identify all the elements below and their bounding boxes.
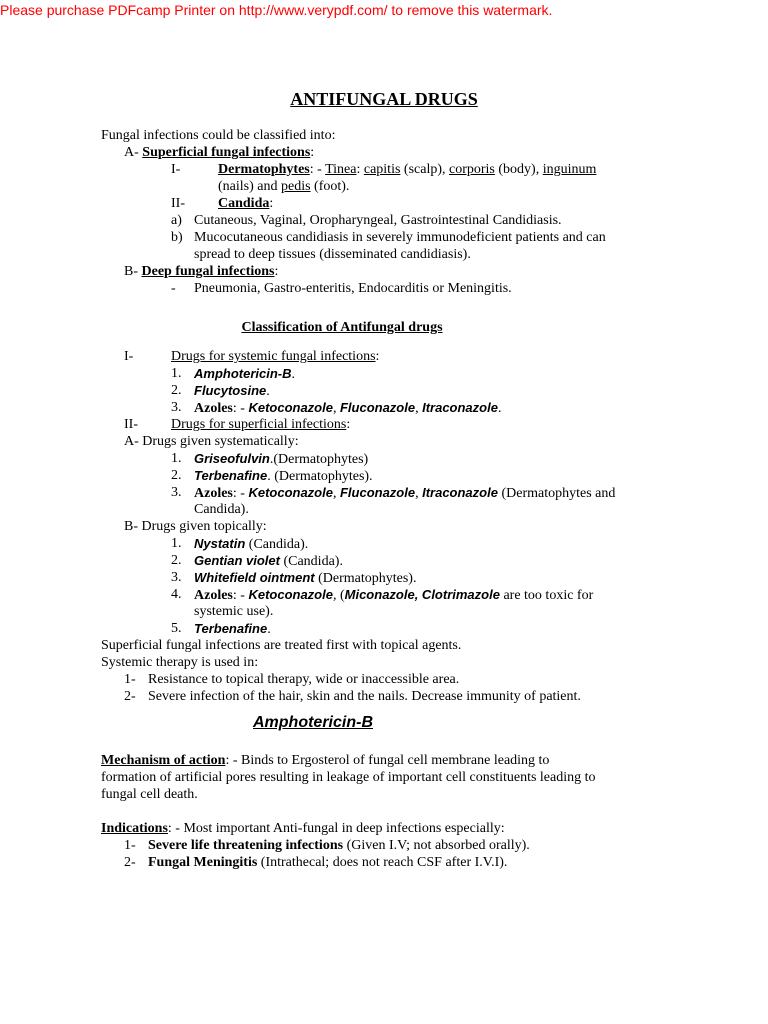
- amphotericin-heading: Amphotericin-B: [253, 714, 373, 731]
- drug-item: [194, 365, 295, 383]
- dermatophytes-line-2: [218, 178, 349, 195]
- list-item: [148, 854, 507, 871]
- drug-name: Nystatin: [194, 536, 246, 551]
- candida-heading: [218, 195, 273, 212]
- drug-name: Flucytosine: [194, 383, 267, 398]
- list-marker: II-: [171, 196, 185, 211]
- systemic-heading: [171, 348, 379, 365]
- text: (scalp),: [400, 162, 449, 177]
- punct: :: [375, 349, 380, 364]
- text: (nails) and: [218, 179, 281, 194]
- text: (Candida).: [279, 554, 343, 569]
- drug-name: Fluconazole: [339, 485, 416, 500]
- list-marker: 4.: [171, 587, 182, 602]
- candida-b-text: Mucocutaneous candidiasis in severely immunodeficient patients and can: [194, 230, 606, 245]
- drug-item-line-2: Candida).: [194, 502, 249, 517]
- drug-name: Itraconazole: [422, 400, 498, 415]
- list-marker: b): [171, 230, 183, 245]
- list-marker: 3.: [171, 400, 182, 415]
- class-name: Azoles: [194, 486, 233, 501]
- drug-name: Ketoconazole: [248, 400, 333, 415]
- drug-name: Gentian violet: [194, 553, 280, 568]
- indications-line: [101, 820, 505, 837]
- term: capitis: [363, 162, 401, 177]
- punct: :: [274, 264, 279, 279]
- deep-row: [124, 263, 278, 280]
- label: Indications: [101, 821, 168, 836]
- list-marker: 3.: [171, 485, 182, 500]
- text: (body),: [494, 162, 543, 177]
- drug-item: [194, 382, 270, 400]
- page-title: ANTIFUNGAL DRUGS: [290, 89, 478, 109]
- drug-name: Ketoconazole: [248, 587, 333, 602]
- paragraph: Superficial fungal infections are treated first with topical agents.: [101, 638, 462, 653]
- drug-name: Whitefield ointment: [194, 570, 315, 585]
- term: Candida: [218, 196, 270, 211]
- drug-item: [194, 535, 308, 553]
- list-marker: 2-: [124, 689, 136, 704]
- list-marker: 2-: [124, 855, 136, 870]
- drug-name: Miconazole, Clotrimazole: [344, 587, 500, 602]
- term: Dermatophytes: [218, 162, 310, 177]
- superficial-row: [124, 144, 314, 161]
- punct: : -: [309, 162, 326, 177]
- list-marker: 1-: [124, 672, 136, 687]
- class-name: Azoles: [194, 401, 233, 416]
- drug-item: [194, 586, 593, 604]
- class-name: Azoles: [194, 588, 233, 603]
- text: : - Binds to Ergosterol of fungal cell membrane leading to: [225, 753, 550, 768]
- subsection-heading: Drugs for systemic fungal infections: [171, 349, 376, 364]
- watermark: Please purchase PDFcamp Printer on http://www.verypdf.com/ to remove this watermark.: [0, 2, 553, 18]
- drug-item: [194, 484, 615, 502]
- label: Mechanism of action: [101, 753, 226, 768]
- label: Drugs given topically:: [141, 519, 267, 534]
- superficial-drugs-heading: [171, 416, 350, 433]
- drug-name: Amphotericin-B: [194, 366, 292, 381]
- drug-item: [194, 450, 368, 468]
- emphasis: Severe life threatening infections: [148, 838, 344, 853]
- text: (Intrathecal; does not reach CSF after I.V.I).: [257, 855, 508, 870]
- list-marker: B-: [124, 264, 138, 279]
- list-marker: 5.: [171, 621, 182, 636]
- list-marker: II-: [124, 417, 138, 432]
- term: pedis: [280, 179, 311, 194]
- list-marker: I-: [124, 349, 134, 364]
- punct: , (: [332, 588, 345, 603]
- list-marker: I-: [171, 162, 181, 177]
- paragraph: Systemic therapy is used in:: [101, 655, 259, 670]
- list-marker: -: [171, 281, 176, 296]
- punct: :: [346, 417, 351, 432]
- list-marker: 1-: [124, 838, 136, 853]
- drug-item-line-2: systemic use).: [194, 604, 274, 619]
- punct: ,: [415, 486, 423, 501]
- section-heading: Deep fungal infections: [141, 264, 275, 279]
- drug-name: Ketoconazole: [248, 485, 333, 500]
- list-marker: 2.: [171, 553, 182, 568]
- punct: : -: [232, 486, 249, 501]
- candida-b-text-2: spread to deep tissues (disseminated candidiasis).: [194, 247, 471, 262]
- systematic-label: [124, 433, 299, 450]
- list-item: [148, 837, 530, 854]
- punct: ,: [415, 401, 423, 416]
- dermatophytes-line: [218, 161, 596, 178]
- drug-item: [194, 569, 416, 587]
- text: : - Most important Anti-fungal in deep infections especially:: [167, 821, 505, 836]
- intro-text: Fungal infections could be classified into:: [101, 128, 336, 143]
- text: (Candida).: [245, 537, 309, 552]
- label: Drugs given systematically:: [142, 434, 299, 449]
- drug-name: Itraconazole: [422, 485, 498, 500]
- drug-name: Fluconazole: [339, 400, 416, 415]
- text: .(Dermatophytes): [269, 452, 369, 467]
- drug-name: Griseofulvin: [194, 451, 270, 466]
- punct: ,: [332, 486, 340, 501]
- drug-item: [194, 552, 343, 570]
- punct: : -: [232, 588, 249, 603]
- list-item: Severe infection of the hair, skin and the nails. Decrease immunity of patient.: [148, 689, 581, 704]
- text: are too toxic for: [499, 588, 594, 603]
- punct: :: [356, 162, 364, 177]
- section-heading: Superficial fungal infections: [142, 145, 311, 160]
- term: corporis: [449, 162, 495, 177]
- list-marker: a): [171, 213, 182, 228]
- drug-name: Terbenafine: [194, 468, 268, 483]
- list-marker: 3.: [171, 570, 182, 585]
- subsection-heading: Drugs for superficial infections: [171, 417, 347, 432]
- text: . (Dermatophytes).: [267, 469, 373, 484]
- drug-item: [194, 399, 501, 417]
- topical-label: [124, 518, 267, 535]
- text: (foot).: [310, 179, 350, 194]
- mechanism-line-3: fungal cell death.: [101, 787, 198, 802]
- term: inguinum: [542, 162, 597, 177]
- text: (Dermatophytes).: [314, 571, 417, 586]
- candida-a-text: Cutaneous, Vaginal, Oropharyngeal, Gastrointestinal Candidiasis.: [194, 213, 562, 228]
- punct: : -: [232, 401, 249, 416]
- emphasis: Fungal Meningitis: [148, 855, 258, 870]
- list-marker: A-: [124, 145, 139, 160]
- punct: .: [266, 384, 270, 399]
- list-marker: B-: [124, 519, 138, 534]
- list-item: Resistance to topical therapy, wide or inaccessible area.: [148, 672, 460, 687]
- punct: .: [291, 367, 295, 382]
- text: (Dermatophytes and: [497, 486, 616, 501]
- mechanism-line-2: formation of artificial pores resulting in leakage of important cell constituents leading to: [101, 770, 596, 785]
- list-marker: A-: [124, 434, 139, 449]
- mechanism-line-1: [101, 752, 549, 769]
- punct: ,: [332, 401, 340, 416]
- drug-name: Terbenafine: [194, 621, 268, 636]
- punct: :: [269, 196, 274, 211]
- classification-heading: Classification of Antifungal drugs: [241, 320, 443, 335]
- drug-item: [194, 620, 271, 638]
- term: Tinea: [325, 162, 357, 177]
- punct: .: [267, 622, 271, 637]
- list-marker: 1.: [171, 536, 182, 551]
- deep-text: Pneumonia, Gastro-enteritis, Endocarditis or Meningitis.: [194, 281, 512, 296]
- list-marker: 2.: [171, 468, 182, 483]
- list-marker: 1.: [171, 451, 182, 466]
- list-marker: 2.: [171, 383, 182, 398]
- punct: :: [310, 145, 315, 160]
- punct: .: [497, 401, 502, 416]
- list-marker: 1.: [171, 366, 182, 381]
- drug-item: [194, 467, 373, 485]
- text: (Given I.V; not absorbed orally).: [343, 838, 530, 853]
